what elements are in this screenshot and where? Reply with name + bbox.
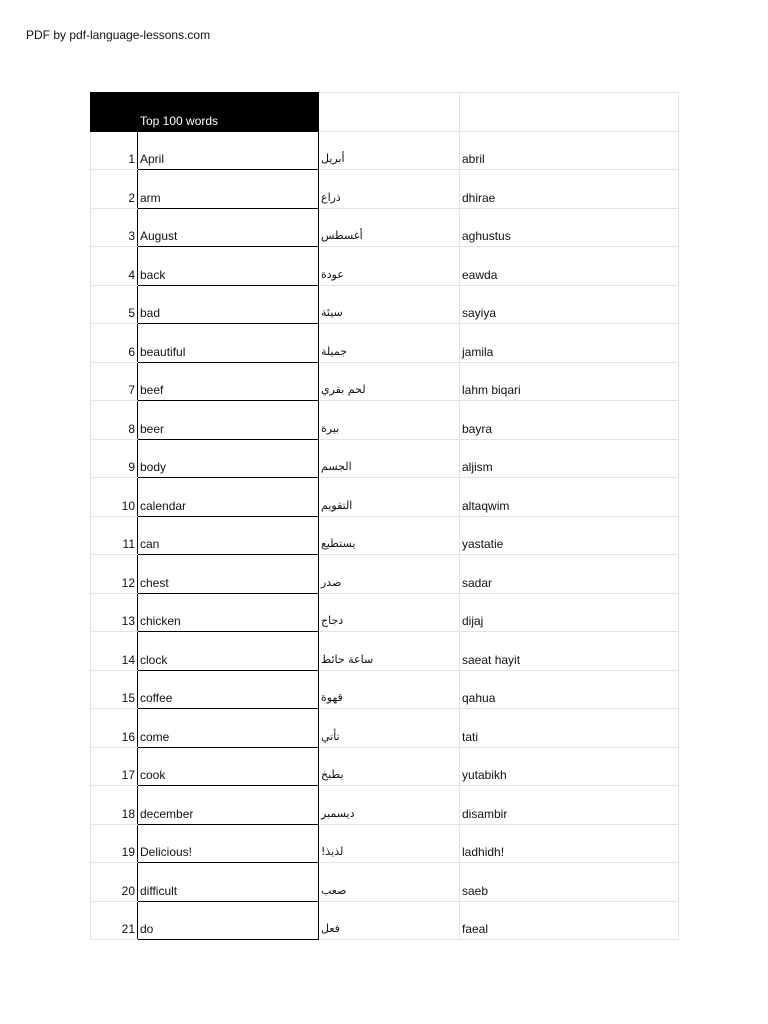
english-word-cell [138,478,319,517]
table-title-cell [138,93,319,132]
transliteration-cell [460,131,679,170]
table-row [91,362,679,401]
transliteration-cell [460,824,679,863]
arabic-word: صدر [321,575,342,589]
arabic-word-cell [319,131,460,170]
english-word: calendar [140,498,187,513]
arabic-word: فعل [321,922,340,935]
arabic-word: جميلة [321,344,348,358]
row-number: 16 [121,729,135,744]
table-row [91,401,679,440]
transliteration-cell [460,516,679,555]
english-word-cell [138,593,319,632]
english-word: beautiful [140,344,186,359]
row-number-cell [91,324,138,363]
transliteration: faeal [462,922,489,936]
arabic-word-cell [319,670,460,709]
english-word: August [140,229,178,243]
row-number: 13 [121,614,135,628]
arabic-word-cell [319,786,460,825]
row-number: 9 [128,460,135,474]
transliteration-cell [460,401,679,440]
transliteration-cell [460,362,679,401]
row-number-cell [91,555,138,594]
english-word: clock [140,652,168,667]
table-row [91,208,679,247]
transliteration: altaqwim [462,498,510,513]
arabic-word: دجاج [321,614,344,627]
row-number: 12 [121,575,135,590]
transliteration-cell [460,439,679,478]
transliteration: dijaj [462,614,484,628]
row-number: 21 [121,922,135,936]
transliteration-cell [460,632,679,671]
row-number: 1 [128,152,135,166]
transliteration-cell [460,747,679,786]
table-row [91,247,679,286]
transliteration-cell [460,478,679,517]
row-number-cell [91,208,138,247]
transliteration: sayiya [462,306,497,320]
english-word-cell [138,131,319,170]
transliteration: saeat hayit [462,652,521,667]
english-word: back [140,267,166,282]
table-title: Top 100 words [140,113,219,128]
source-credit: PDF by pdf-language-lessons.com [26,28,211,42]
arabic-word-cell [319,478,460,517]
row-number: 14 [121,652,135,667]
row-number-cell [91,670,138,709]
transliteration-cell [460,555,679,594]
table-row [91,786,679,825]
arabic-word: يستطيع [321,537,356,550]
transliteration: bayra [462,421,493,436]
transliteration-cell [460,786,679,825]
transliteration-cell [460,324,679,363]
arabic-word: بيرة [321,421,340,435]
arabic-word: تأتي [321,729,340,743]
english-word-cell [138,901,319,940]
transliteration-cell [460,285,679,324]
row-number: 10 [121,498,135,513]
english-word: Delicious! [140,845,193,859]
arabic-word-cell [319,555,460,594]
arabic-word: لحم بقري [321,383,366,396]
english-word-cell [138,516,319,555]
english-word-cell [138,247,319,286]
transliteration: ladhidh! [462,845,505,859]
english-word-cell [138,324,319,363]
row-number: 5 [128,306,135,320]
english-word-cell [138,632,319,671]
table-row [91,747,679,786]
transliteration-cell [460,170,679,209]
row-number: 8 [128,421,135,436]
english-word: beef [140,383,164,397]
english-word-cell [138,786,319,825]
english-word-cell [138,747,319,786]
english-word: bad [140,306,161,320]
table-header-row [91,93,679,132]
english-word: cook [140,768,166,782]
row-number: 17 [121,768,135,782]
row-number-cell [91,131,138,170]
english-word: coffee [140,691,173,705]
transliteration: tati [462,729,479,744]
row-number-cell [91,439,138,478]
english-word-cell [138,555,319,594]
table-row [91,170,679,209]
header-translit-cell [460,93,679,132]
arabic-word: ديسمبر [321,806,355,820]
arabic-word: الجسم [321,460,352,473]
english-word: arm [140,190,161,205]
row-number: 20 [121,883,135,898]
page-header [26,28,210,42]
table-row [91,324,679,363]
row-number: 18 [121,806,135,821]
arabic-word: يطبخ [321,768,344,781]
arabic-word: ذراع [321,190,341,204]
arabic-word-cell [319,362,460,401]
arabic-word: صعب [321,883,347,897]
arabic-word-cell [319,401,460,440]
transliteration: qahua [462,691,496,705]
table-row [91,516,679,555]
transliteration-cell [460,247,679,286]
row-number: 3 [128,229,135,243]
english-word-cell [138,439,319,478]
table-row [91,131,679,170]
arabic-word: أبريل [321,152,345,165]
arabic-word-cell [319,324,460,363]
english-word-cell [138,285,319,324]
row-number: 6 [128,344,135,359]
english-word-cell [138,670,319,709]
transliteration: disambir [462,806,508,821]
row-number: 11 [122,537,135,551]
arabic-word-cell [319,747,460,786]
arabic-word-cell [319,247,460,286]
arabic-word-cell [319,632,460,671]
table-row [91,670,679,709]
row-number-cell [91,824,138,863]
transliteration: yutabikh [462,768,507,782]
row-number-cell [91,478,138,517]
row-number-cell [91,247,138,286]
table-row [91,285,679,324]
transliteration: dhirae [462,190,496,205]
transliteration: eawda [462,267,498,282]
transliteration: abril [462,152,485,166]
row-number-cell [91,170,138,209]
transliteration-cell [460,863,679,902]
arabic-word-cell [319,170,460,209]
arabic-word: أغسطس [321,229,363,242]
transliteration: aljism [462,460,493,474]
arabic-word: التقويم [321,498,353,512]
row-number-cell [91,747,138,786]
row-number-cell [91,362,138,401]
arabic-word-cell [319,863,460,902]
english-word: difficult [140,883,178,898]
arabic-word-cell [319,208,460,247]
english-word-cell [138,824,319,863]
table-row [91,863,679,902]
table-row [91,901,679,940]
english-word: december [140,806,194,821]
table-row [91,593,679,632]
table-row [91,824,679,863]
arabic-word-cell [319,709,460,748]
english-word-cell [138,208,319,247]
transliteration-cell [460,670,679,709]
english-word: do [140,922,154,936]
english-word: body [140,460,167,474]
transliteration-cell [460,709,679,748]
english-word-cell [138,863,319,902]
transliteration-cell [460,901,679,940]
english-word: chicken [140,614,181,628]
transliteration: jamila [462,344,494,359]
row-number: 15 [121,691,135,705]
arabic-word: ساعة حائط [321,652,374,666]
transliteration: aghustus [462,229,511,243]
row-number-cell [91,516,138,555]
transliteration: yastatie [462,537,504,551]
row-number: 4 [128,267,135,282]
row-number-cell [91,401,138,440]
english-word: chest [140,575,169,590]
table-row [91,709,679,748]
transliteration-cell [460,208,679,247]
arabic-word-cell [319,516,460,555]
arabic-word-cell [319,593,460,632]
row-number-cell [91,709,138,748]
header-arabic-cell [319,93,460,132]
english-word-cell [138,401,319,440]
row-number: 2 [128,190,135,205]
row-number-cell [91,593,138,632]
arabic-word-cell [319,285,460,324]
english-word: April [140,152,165,166]
row-number: 19 [121,845,135,859]
arabic-word-cell [319,439,460,478]
arabic-word: قهوة [321,691,343,704]
row-number: 7 [128,383,135,397]
english-word: come [140,729,170,744]
row-number-cell [91,786,138,825]
header-num-cell [91,93,138,132]
arabic-word-cell [319,901,460,940]
arabic-word: لذيذ! [321,845,344,858]
english-word: can [140,537,160,551]
row-number-cell [91,632,138,671]
english-word: beer [140,421,165,436]
table-row [91,555,679,594]
row-number-cell [91,863,138,902]
row-number-cell [91,285,138,324]
english-word-cell [138,709,319,748]
transliteration: saeb [462,883,489,898]
transliteration: lahm biqari [462,383,521,397]
english-word-cell [138,362,319,401]
transliteration: sadar [462,575,493,590]
arabic-word-cell [319,824,460,863]
table-row [91,478,679,517]
table-row [91,439,679,478]
vocabulary-table [90,92,679,940]
arabic-word: سيئة [321,306,343,319]
row-number-cell [91,901,138,940]
arabic-word: عودة [321,267,344,281]
table-row [91,632,679,671]
english-word-cell [138,170,319,209]
transliteration-cell [460,593,679,632]
